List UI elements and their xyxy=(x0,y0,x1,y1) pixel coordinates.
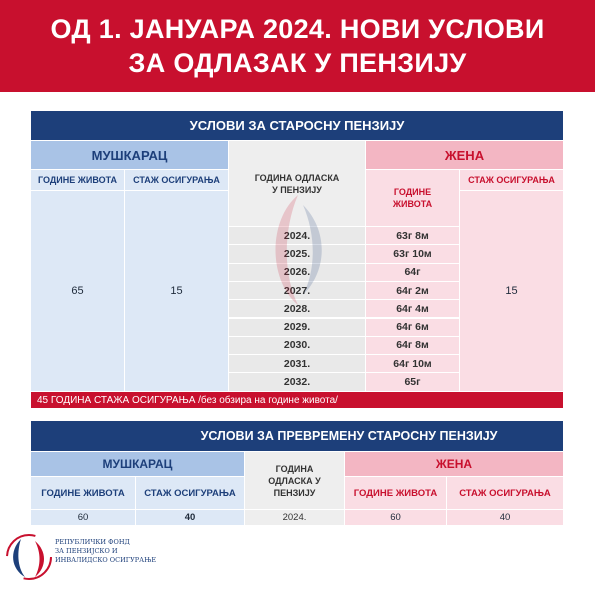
table2-female-age-value: 60 xyxy=(345,510,447,526)
table-row-female-age: 64г xyxy=(366,264,460,282)
table-row-female-age: 64г 2м xyxy=(366,282,460,300)
table-row-female-age: 64г 6м xyxy=(366,319,460,337)
banner-line-1: ОД 1. ЈАНУАРА 2024. НОВИ УСЛОВИ xyxy=(50,14,545,44)
table1-male-service-value: 15 xyxy=(125,191,229,392)
table1-female-service-value: 15 xyxy=(460,191,564,392)
table-row-female-age: 64г 4м xyxy=(366,300,460,318)
table-row-female-age: 63г 8м xyxy=(366,227,460,245)
table1-male-header: МУШКАРАЦ xyxy=(31,141,229,170)
table1-male-service-header: СТАЖ ОСИГУРАЊА xyxy=(125,170,229,191)
logo-text xyxy=(55,538,156,565)
table2-female-header: ЖЕНА xyxy=(345,452,564,477)
table2-male-age-header: ГОДИНЕ ЖИВОТА xyxy=(31,477,136,510)
banner-line-2: ЗА ОДЛАЗАК У ПЕНЗИЈУ xyxy=(128,48,467,78)
logo-line-3: ИНВАЛИДСКО ОСИГУРАЊЕ xyxy=(55,556,157,564)
table-row-year: 2026. xyxy=(229,264,366,282)
table-row-female-age: 64г 10м xyxy=(366,355,460,373)
table-row-year: 2031. xyxy=(229,355,366,373)
table-row-female-age: 65г xyxy=(366,373,460,392)
table-row-year: 2030. xyxy=(229,337,366,355)
table2-female-service-value: 40 xyxy=(447,510,564,526)
table2-male-service-header: СТАЖ ОСИГУРАЊА xyxy=(136,477,245,510)
table-row-female-age: 63г 10м xyxy=(366,245,460,263)
table2-title: УСЛОВИ ЗА ПРЕВРЕМЕНУ СТАРОСНУ ПЕНЗИЈУ xyxy=(135,421,564,452)
logo-line-1: РЕПУБЛИЧКИ ФОНД xyxy=(55,538,130,546)
table1-female-service-header: СТАЖ ОСИГУРАЊА xyxy=(460,170,564,191)
table1-female-age-header: ГОДИНЕ ЖИВОТА xyxy=(366,170,460,227)
table2-male-age-value: 60 xyxy=(31,510,136,526)
table-row-year: 2025. xyxy=(229,245,366,263)
table-row-year: 2024. xyxy=(229,227,366,245)
table2-title-left xyxy=(31,421,135,452)
table2-female-age-header: ГОДИНЕ ЖИВОТА xyxy=(345,477,447,510)
logo-line-2: ЗА ПЕНЗИЈСКО И xyxy=(55,547,118,555)
header-banner xyxy=(0,0,595,92)
table2-male-service-value: 40 xyxy=(136,510,245,526)
table-row-year: 2029. xyxy=(229,319,366,337)
table1-title: УСЛОВИ ЗА СТАРОСНУ ПЕНЗИЈУ xyxy=(31,111,564,141)
table1-female-header: ЖЕНА xyxy=(366,141,564,170)
table-row-female-age: 64г 8м xyxy=(366,337,460,355)
table2-male-header: МУШКАРАЦ xyxy=(31,452,245,477)
table1-note: 45 ГОДИНА СТАЖА ОСИГУРАЊА /без обзира на године живота/ xyxy=(31,392,564,409)
pension-fund-logo-icon xyxy=(5,531,53,583)
table1-male-age-header: ГОДИНЕ ЖИВОТА xyxy=(31,170,125,191)
table1-year-header: ГОДИНА ОДЛАСКА У ПЕНЗИЈУ xyxy=(229,141,366,227)
table-row-year: 2032. xyxy=(229,373,366,392)
table2-female-service-header: СТАЖ ОСИГУРАЊА xyxy=(447,477,564,510)
table2-year-value: 2024. xyxy=(245,510,345,526)
table2-year-header: ГОДИНА ОДЛАСКА У ПЕНЗИЈУ xyxy=(245,452,345,510)
table-row-year: 2028. xyxy=(229,300,366,318)
table1-male-age-value: 65 xyxy=(31,191,125,392)
table-row-year: 2027. xyxy=(229,282,366,300)
